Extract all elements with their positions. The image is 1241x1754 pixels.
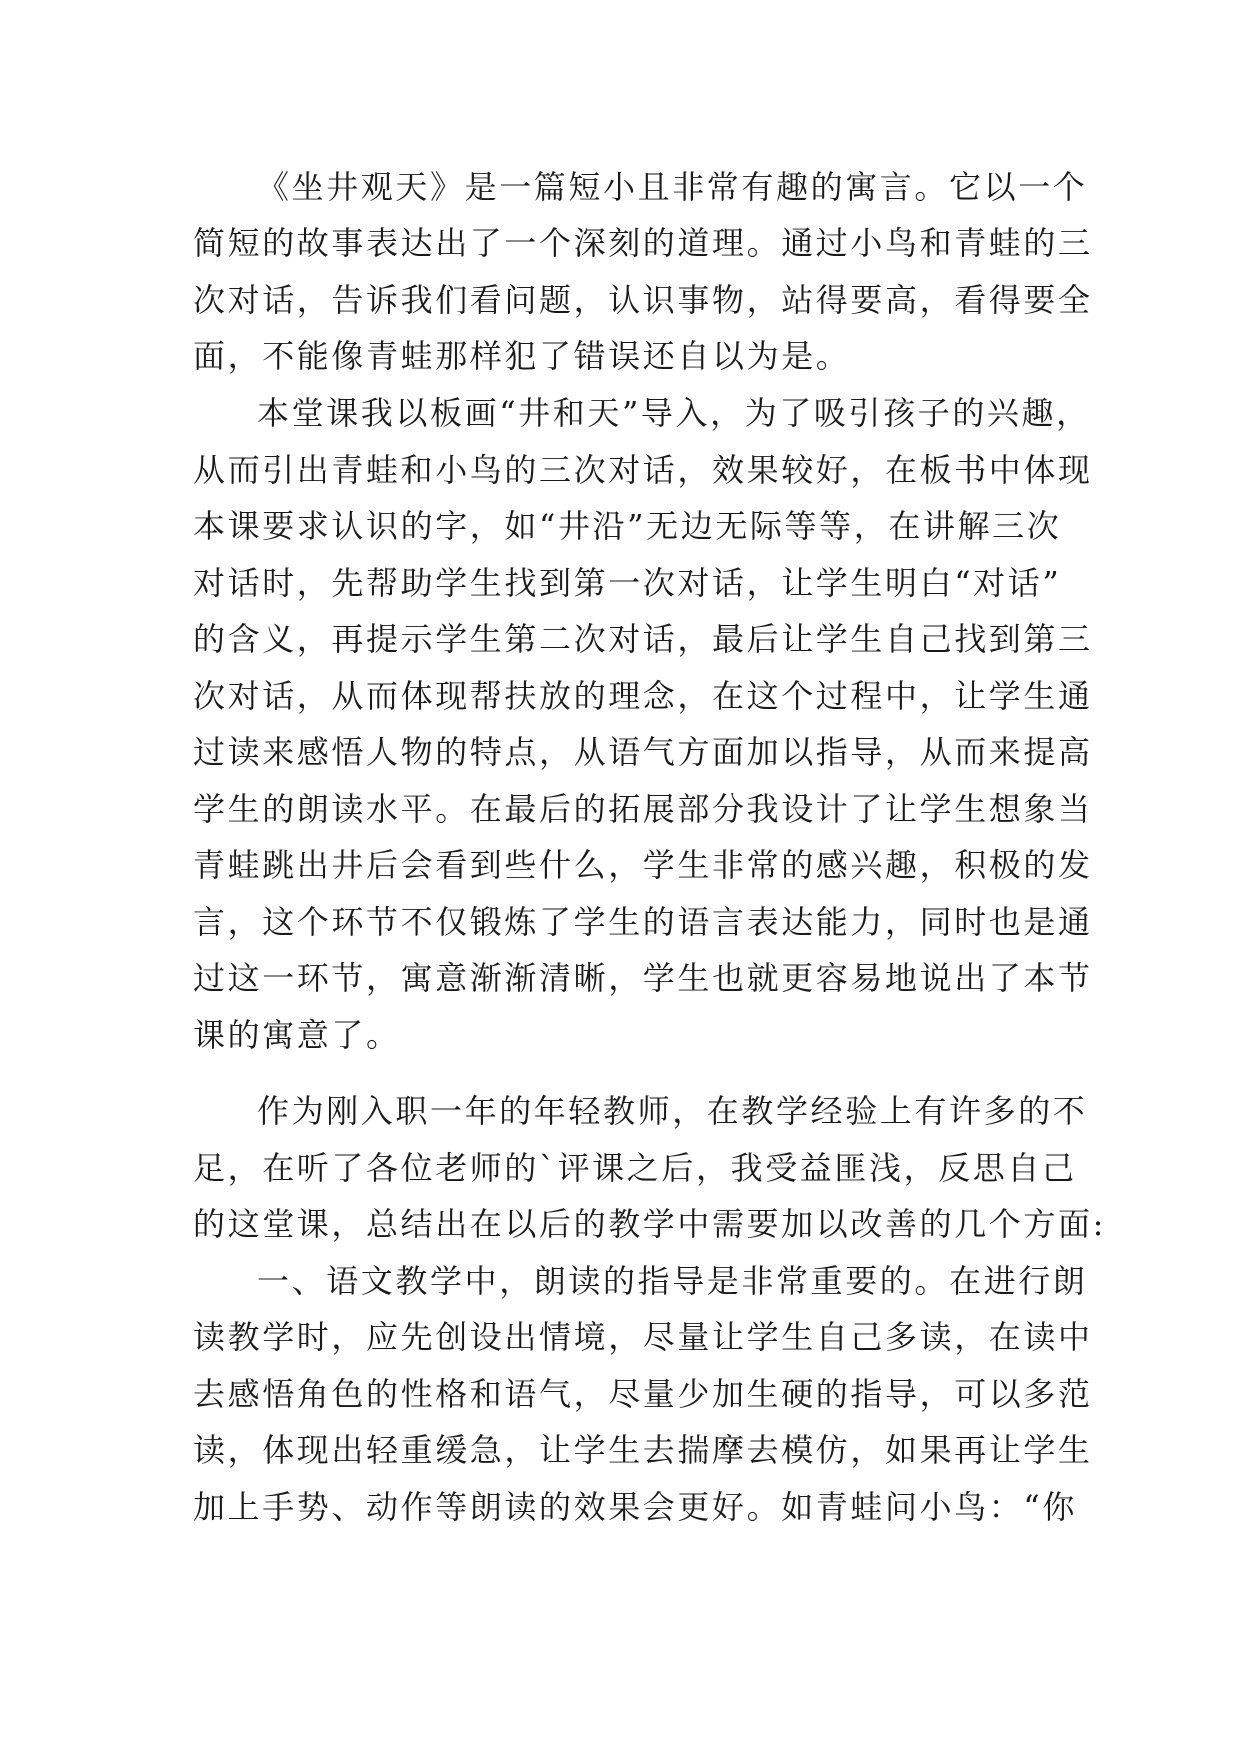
text-line: 过读来感悟人物的特点，从语气方面加以指导，从而来提高 [193, 733, 1093, 771]
text-line: 言，这个环节不仅锻炼了学生的语言表达能力，同时也是通 [193, 903, 1093, 941]
text-line: 读，体现出轻重缓急，让学生去揣摩去模仿，如果再让学生 [193, 1431, 1093, 1469]
text-line: 对话时，先帮助学生找到第一次对话，让学生明白“对话” [193, 564, 1062, 602]
text-line: 过这一环节，寓意渐渐清晰，学生也就更容易地说出了本节 [193, 959, 1093, 997]
text-line: 一、语文教学中，朗读的指导是非常重要的。在进行朗 [257, 1262, 1088, 1300]
text-line: 简短的故事表达出了一个深刻的道理。通过小鸟和青蛙的三 [193, 224, 1093, 262]
text-line: 的含义，再提示学生第二次对话，最后让学生自己找到第三 [193, 620, 1093, 658]
text-line: 本课要求认识的字，如“井沿”无边无际等等，在讲解三次 [193, 507, 1062, 545]
text-line: 本堂课我以板画“井和天”导入，为了吸引孩子的兴趣， [257, 394, 1091, 432]
text-line: 次对话，从而体现帮扶放的理念，在这个过程中，让学生通 [193, 677, 1093, 715]
text-line: 学生的朗读水平。在最后的拓展部分我设计了让学生想象当 [193, 790, 1093, 828]
text-line: 课的寓意了。 [193, 1016, 401, 1054]
text-line: 次对话，告诉我们看问题，认识事物，站得要高，看得要全 [193, 281, 1093, 319]
text-line: 足，在听了各位老师的`评课之后，我受益匪浅，反思自己 [193, 1149, 1077, 1187]
text-line: 读教学时，应先创设出情境，尽量让学生自己多读，在读中 [193, 1318, 1093, 1356]
text-line: 的这堂课，总结出在以后的教学中需要加以改善的几个方面: [193, 1205, 1106, 1243]
text-line: 作为刚入职一年的年轻教师，在教学经验上有许多的不 [257, 1092, 1088, 1130]
text-line: 从而引出青蛙和小鸟的三次对话，效果较好，在板书中体现 [193, 451, 1093, 489]
text-line: 《坐井观天》是一篇短小且非常有趣的寓言。它以一个 [257, 168, 1088, 206]
text-line: 青蛙跳出井后会看到些什么，学生非常的感兴趣，积极的发 [193, 846, 1093, 884]
text-line: 加上手势、动作等朗读的效果会更好。如青蛙问小鸟：“你 [193, 1488, 1077, 1526]
text-line: 去感悟角色的性格和语气，尽量少加生硬的指导，可以多范 [193, 1375, 1093, 1413]
text-line: 面，不能像青蛙那样犯了错误还自以为是。 [193, 337, 851, 375]
